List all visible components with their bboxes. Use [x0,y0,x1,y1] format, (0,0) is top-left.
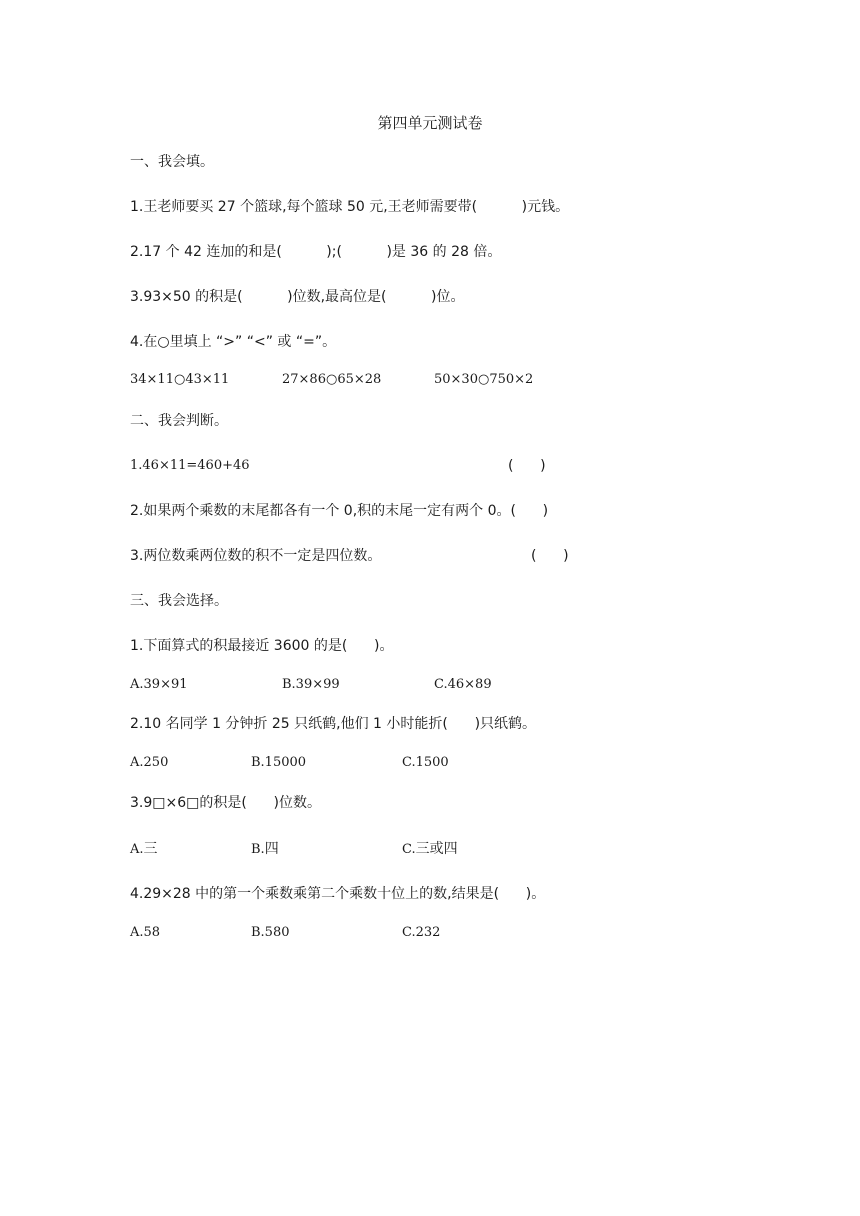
fill-question-2: 2.17 个 42 连加的和是( );( )是 36 的 28 倍。 [130,244,502,260]
page-title: 第四单元测试卷 [377,114,483,132]
judge-question-3: 3.两位数乘两位数的积不一定是四位数。 [130,548,382,564]
option-text: 四 [264,841,279,857]
choice-option-a: A.250 [130,755,169,770]
choice-option-a [130,839,158,860]
section-heading-fill: 一、我会填。 [130,154,214,170]
compare-expression: 27×86○65×28 [282,372,382,387]
choice-option-c [402,839,458,860]
choice-option-a: A.39×91 [130,677,188,692]
compare-expression: 50×30○750×2 [434,372,534,387]
section-heading-judge: 二、我会判断。 [130,413,228,429]
judge-question-2: 2.如果两个乘数的末尾都各有一个 0,积的末尾一定有两个 0。( ) [130,503,549,519]
fill-question-4: 4.在○里填上 “>” “<” 或 “=”。 [130,334,337,350]
option-prefix: B. [251,842,265,857]
judge-question-1: 1.46×11=460+46 [130,458,250,473]
choice-option-c: C.46×89 [434,677,492,692]
fill-question-1: 1.王老师要买 27 个篮球,每个篮球 50 元,王老师需要带( )元钱。 [130,199,570,215]
option-text: 三 [143,841,158,857]
choice-question-4: 4.29×28 中的第一个乘数乘第二个乘数十位上的数,结果是( )。 [130,886,546,902]
option-prefix: A. [130,842,144,857]
choice-option-b [251,839,279,860]
choice-option-b: B.39×99 [282,677,340,692]
judge-answer-blank: ( ) [508,458,546,474]
option-text: 三或四 [415,841,458,857]
choice-option-a: A.58 [130,925,161,940]
choice-question-3: 3.9□×6□的积是( )位数。 [130,795,321,811]
choice-question-1: 1.下面算式的积最接近 3600 的是( )。 [130,638,394,654]
choice-option-b: B.15000 [251,755,307,770]
fill-question-3: 3.93×50 的积是( )位数,最高位是( )位。 [130,289,465,305]
choice-option-b: B.580 [251,925,290,940]
choice-question-2: 2.10 名同学 1 分钟折 25 只纸鹤,他们 1 小时能折( )只纸鹤。 [130,716,537,732]
choice-option-c: C.1500 [402,755,449,770]
choice-option-c: C.232 [402,925,441,940]
option-prefix: C. [402,842,416,857]
section-heading-choose: 三、我会选择。 [130,593,228,609]
compare-expression: 34×11○43×11 [130,372,230,387]
judge-answer-blank: ( ) [531,548,569,564]
